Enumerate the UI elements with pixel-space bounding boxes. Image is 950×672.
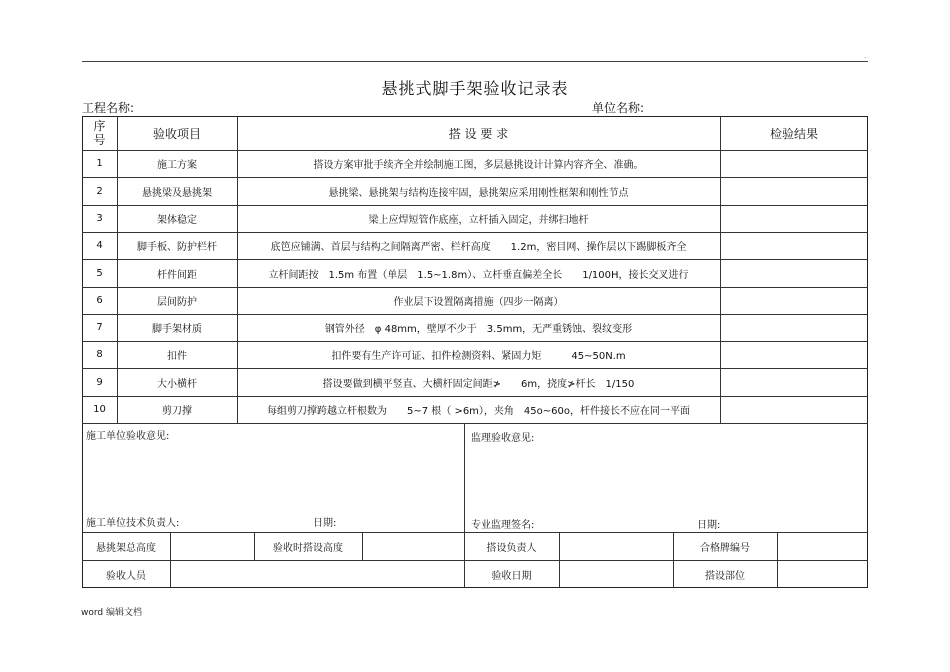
row-item: 剪刀撑: [162, 406, 192, 417]
row-item: 悬挑梁及悬挑架: [142, 187, 212, 199]
bottom-col-divider: [362, 532, 363, 560]
row-item: 层间防护: [157, 297, 197, 308]
row-requirement: 搭设方案审批手续齐全并绘制施工图，多层悬挑设计计算内容齐全、准确。: [313, 160, 644, 171]
row-item: 架体稳定: [157, 215, 197, 226]
row-requirement: 作业层下设置隔离措施（四步一隔离）: [393, 297, 564, 308]
row-requirement: 梁上应焊短管作底座，立杆插入固定，并绑扫地杆: [368, 215, 589, 226]
row-item: 施工方案: [157, 160, 197, 171]
header-rule: [82, 61, 868, 62]
row-requirement: 每组剪刀撑跨越立杆根数为 5~7 根（ >6m），夹角 45o~60o，杆件接长不应在同一平面: [266, 406, 690, 417]
col-divider: [720, 116, 721, 423]
row-no: 4: [96, 240, 103, 251]
row-requirement: 钢管外径 φ 48mm，壁厚不少于 3.5mm，无严重锈蚀、裂纹变形: [324, 324, 633, 335]
date-label-right: 日期:: [697, 520, 721, 531]
construction-opinion-label: 施工单位验收意见:: [86, 431, 170, 442]
row-requirement: 底笆应铺满、首层与结构之间隔离严密、栏杆高度 1.2m，密目网、操作层以下踢脚板齐全: [270, 242, 687, 253]
header-seq-text: 序号: [93, 118, 106, 147]
row-no: 8: [96, 349, 103, 360]
bottom-col-divider: [559, 532, 560, 588]
header-seq: [82, 116, 117, 150]
total-height-label: 悬挑架总高度: [96, 542, 156, 554]
supervisor-sign-label: 专业监理签名:: [471, 520, 535, 531]
row-no: 3: [96, 213, 103, 224]
erect-lead-label: 搭设负责人: [486, 542, 537, 554]
header-item: 验收项目: [152, 126, 201, 141]
row-item: 扣件: [167, 351, 187, 362]
accept-date-label: 验收日期: [491, 570, 532, 582]
row-requirement: 悬挑梁、悬挑架与结构连接牢固，悬挑架应采用刚性框架和刚性节点: [328, 187, 629, 199]
row-no: 6: [96, 295, 103, 306]
tech-lead-label: 施工单位技术负责人:: [86, 518, 180, 529]
row-no: 5: [96, 267, 103, 279]
row-no: 9: [96, 376, 103, 388]
row-item: 脚手架材质: [152, 324, 202, 335]
corner-mark: .: [864, 52, 867, 60]
row-no: 1: [96, 158, 103, 169]
row-no: 7: [96, 322, 103, 333]
row-item: 脚手板、防护栏杆: [137, 242, 217, 253]
row-requirement: 搭设要做到横平竖直、大横杆固定间距≯ 6m，挠度≯杆长 1/150: [322, 378, 635, 390]
row-divider: [82, 423, 868, 424]
bottom-col-divider: [170, 532, 171, 588]
header-result: 检验结果: [769, 126, 818, 141]
row-item: 杆件间距: [157, 269, 197, 281]
bottom-col-divider: [777, 532, 778, 588]
accept-height-label: 验收时搭设高度: [273, 542, 343, 554]
row-requirement: 立杆间距按 1.5m 布置（单层 1.5~1.8m）、立杆垂直偏差全长 1/100H，接长交叉进行: [268, 269, 689, 281]
supervision-opinion-label: 监理验收意见:: [471, 433, 535, 444]
date-label-left: 日期:: [313, 518, 337, 529]
footer-note: word 编辑文档: [81, 608, 142, 618]
row-no: 10: [93, 404, 106, 415]
cert-no-label: 合格牌编号: [700, 542, 750, 554]
row-no: 2: [96, 185, 103, 197]
row-requirement: 扣件要有生产许可证、扣件检测资料、紧固力矩 45~50N.m: [331, 351, 626, 362]
project-name-label: 工程名称:: [82, 101, 135, 115]
unit-name-label: 单位名称:: [592, 101, 645, 115]
row-item: 大小横杆: [157, 378, 197, 390]
header-requirement: 搭 设 要 求: [448, 126, 509, 141]
erect-part-label: 搭设部位: [705, 570, 745, 582]
inspector-label: 验收人员: [106, 570, 146, 582]
page-title: 悬挑式脚手架验收记录表: [381, 79, 569, 98]
